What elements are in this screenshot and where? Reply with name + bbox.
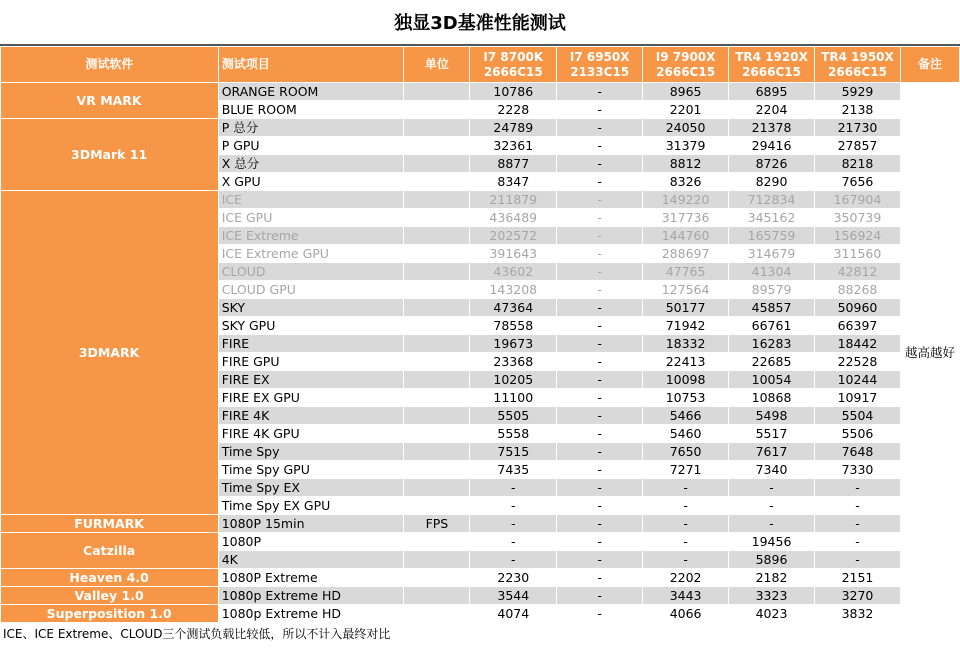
score-cell: 2202 (643, 569, 729, 587)
note-cell: 越高越好 (900, 83, 959, 623)
score-cell: - (557, 335, 643, 353)
header-item: 测试项目 (218, 47, 404, 83)
score-cell: 10786 (470, 83, 557, 101)
unit-cell (404, 83, 470, 101)
score-cell: 8347 (470, 173, 557, 191)
header-note: 备注 (900, 47, 959, 83)
score-cell: 391643 (470, 245, 557, 263)
score-cell: 311560 (815, 245, 901, 263)
test-item: FIRE 4K GPU (218, 425, 404, 443)
test-item: P 总分 (218, 119, 404, 137)
score-cell: - (557, 209, 643, 227)
score-cell: 71942 (643, 317, 729, 335)
score-cell: 18332 (643, 335, 729, 353)
score-cell: - (470, 515, 557, 533)
group-label: Valley 1.0 (1, 587, 219, 605)
unit-cell (404, 569, 470, 587)
test-item: FIRE (218, 335, 404, 353)
unit-cell (404, 191, 470, 209)
unit-cell (404, 389, 470, 407)
footnote: ICE、ICE Extreme、CLOUD三个测试负载比较低，所以不计入最终对比 (3, 627, 391, 641)
group-label: FURMARK (1, 515, 219, 533)
score-cell: 7435 (470, 461, 557, 479)
group-label: VR MARK (1, 83, 219, 119)
group-label: 3DMark 11 (1, 119, 219, 191)
score-cell: - (557, 263, 643, 281)
score-cell: 5460 (643, 425, 729, 443)
header-col-line2: 2133C15 (570, 64, 630, 79)
score-cell: 7271 (643, 461, 729, 479)
unit-cell (404, 587, 470, 605)
score-cell: 10917 (815, 389, 901, 407)
score-cell: 143208 (470, 281, 557, 299)
score-cell: 7648 (815, 443, 901, 461)
score-cell: 19456 (729, 533, 815, 551)
score-cell: 50960 (815, 299, 901, 317)
score-cell: 7650 (643, 443, 729, 461)
test-item: ORANGE ROOM (218, 83, 404, 101)
score-cell: 167904 (815, 191, 901, 209)
score-cell: - (557, 191, 643, 209)
unit-cell (404, 371, 470, 389)
score-cell: 10098 (643, 371, 729, 389)
score-cell: 22413 (643, 353, 729, 371)
score-cell: - (470, 533, 557, 551)
unit-cell (404, 101, 470, 119)
test-item: Time Spy EX GPU (218, 497, 404, 515)
score-cell: 22528 (815, 353, 901, 371)
unit-cell (404, 353, 470, 371)
header-col-line1: TR4 1920X (735, 49, 808, 64)
score-cell: - (470, 479, 557, 497)
score-cell: - (557, 407, 643, 425)
score-cell: 7515 (470, 443, 557, 461)
score-cell: - (643, 533, 729, 551)
score-cell: 2228 (470, 101, 557, 119)
benchmark-table (0, 46, 960, 623)
score-cell: 5505 (470, 407, 557, 425)
score-cell: 11100 (470, 389, 557, 407)
score-cell: - (557, 371, 643, 389)
score-cell: 8326 (643, 173, 729, 191)
score-cell: 7330 (815, 461, 901, 479)
test-item: SKY (218, 299, 404, 317)
test-item: 4K (218, 551, 404, 569)
score-cell: - (557, 587, 643, 605)
test-item: SKY GPU (218, 317, 404, 335)
score-cell: - (557, 533, 643, 551)
score-cell: - (815, 497, 901, 515)
header-unit: 单位 (404, 47, 470, 83)
score-cell: 41304 (729, 263, 815, 281)
unit-cell (404, 479, 470, 497)
score-cell: 42812 (815, 263, 901, 281)
score-cell: - (557, 551, 643, 569)
unit-cell (404, 245, 470, 263)
score-cell: - (557, 515, 643, 533)
test-item: ICE Extreme GPU (218, 245, 404, 263)
score-cell: 350739 (815, 209, 901, 227)
table-row (1, 515, 960, 533)
score-cell: 24050 (643, 119, 729, 137)
unit-cell (404, 425, 470, 443)
score-cell: - (557, 119, 643, 137)
test-item: ICE GPU (218, 209, 404, 227)
score-cell: 89579 (729, 281, 815, 299)
score-cell: 211879 (470, 191, 557, 209)
score-cell: 2138 (815, 101, 901, 119)
test-item: 1080p Extreme HD (218, 605, 404, 623)
test-item: CLOUD (218, 263, 404, 281)
unit-cell (404, 317, 470, 335)
score-cell: - (643, 479, 729, 497)
score-cell: 27857 (815, 137, 901, 155)
header-col-3 (643, 47, 729, 83)
score-cell: 202572 (470, 227, 557, 245)
score-cell: - (557, 425, 643, 443)
score-cell: - (815, 533, 901, 551)
score-cell: 5558 (470, 425, 557, 443)
group-label: Catzilla (1, 533, 219, 569)
score-cell: 288697 (643, 245, 729, 263)
header-col-5 (815, 47, 901, 83)
score-cell: 2182 (729, 569, 815, 587)
score-cell: 4074 (470, 605, 557, 623)
score-cell: - (557, 569, 643, 587)
score-cell: 31379 (643, 137, 729, 155)
header-col-line2: 2666C15 (656, 64, 716, 79)
score-cell: - (729, 497, 815, 515)
score-cell: - (557, 245, 643, 263)
score-cell: 7656 (815, 173, 901, 191)
score-cell: 144760 (643, 227, 729, 245)
unit-cell (404, 263, 470, 281)
score-cell: - (470, 551, 557, 569)
test-item: FIRE EX (218, 371, 404, 389)
score-cell: 2230 (470, 569, 557, 587)
score-cell: 2204 (729, 101, 815, 119)
test-item: 1080p Extreme HD (218, 587, 404, 605)
score-cell: 78558 (470, 317, 557, 335)
group-label: 3DMARK (1, 191, 219, 515)
score-cell: - (557, 281, 643, 299)
test-item: 1080P Extreme (218, 569, 404, 587)
header-col-2 (557, 47, 643, 83)
score-cell: 165759 (729, 227, 815, 245)
score-cell: 19673 (470, 335, 557, 353)
header-software: 测试软件 (1, 47, 219, 83)
score-cell: 10205 (470, 371, 557, 389)
score-cell: 8877 (470, 155, 557, 173)
score-cell: 66397 (815, 317, 901, 335)
score-cell: 47364 (470, 299, 557, 317)
group-label: Heaven 4.0 (1, 569, 219, 587)
score-cell: 16283 (729, 335, 815, 353)
score-cell: 3270 (815, 587, 901, 605)
score-cell: 8965 (643, 83, 729, 101)
score-cell: 18442 (815, 335, 901, 353)
score-cell: - (815, 515, 901, 533)
score-cell: 5517 (729, 425, 815, 443)
score-cell: 127564 (643, 281, 729, 299)
test-item: BLUE ROOM (218, 101, 404, 119)
score-cell: 3443 (643, 587, 729, 605)
score-cell: - (557, 101, 643, 119)
score-cell: 317736 (643, 209, 729, 227)
score-cell: 50177 (643, 299, 729, 317)
score-cell: 10244 (815, 371, 901, 389)
score-cell: - (557, 299, 643, 317)
unit-cell (404, 173, 470, 191)
score-cell: - (557, 227, 643, 245)
score-cell: 21378 (729, 119, 815, 137)
unit-cell (404, 335, 470, 353)
unit-cell (404, 137, 470, 155)
score-cell: 3323 (729, 587, 815, 605)
score-cell: - (470, 497, 557, 515)
unit-cell: FPS (404, 515, 470, 533)
table-row (1, 569, 960, 587)
test-item: ICE (218, 191, 404, 209)
table-row (1, 191, 960, 209)
score-cell: 7340 (729, 461, 815, 479)
score-cell: - (557, 389, 643, 407)
unit-cell (404, 209, 470, 227)
score-cell: 7617 (729, 443, 815, 461)
test-item: Time Spy EX (218, 479, 404, 497)
score-cell: - (557, 443, 643, 461)
unit-cell (404, 299, 470, 317)
header-col-line2: 2666C15 (483, 64, 543, 79)
test-item: ICE Extreme (218, 227, 404, 245)
score-cell: 24789 (470, 119, 557, 137)
score-cell: - (815, 551, 901, 569)
score-cell: 22685 (729, 353, 815, 371)
unit-cell (404, 497, 470, 515)
score-cell: 32361 (470, 137, 557, 155)
score-cell: 21730 (815, 119, 901, 137)
score-cell: 5506 (815, 425, 901, 443)
score-cell: 66761 (729, 317, 815, 335)
score-cell: 345162 (729, 209, 815, 227)
test-item: 1080P 15min (218, 515, 404, 533)
score-cell: - (557, 461, 643, 479)
header-row (1, 47, 960, 83)
score-cell: 8812 (643, 155, 729, 173)
score-cell: 2151 (815, 569, 901, 587)
unit-cell (404, 119, 470, 137)
table-row (1, 533, 960, 551)
score-cell: - (557, 83, 643, 101)
test-item: FIRE GPU (218, 353, 404, 371)
score-cell: 156924 (815, 227, 901, 245)
test-item: 1080P (218, 533, 404, 551)
test-item: P GPU (218, 137, 404, 155)
table-row (1, 119, 960, 137)
score-cell: 8290 (729, 173, 815, 191)
score-cell: 8726 (729, 155, 815, 173)
score-cell: - (643, 515, 729, 533)
score-cell: 10054 (729, 371, 815, 389)
score-cell: - (557, 155, 643, 173)
score-cell: - (643, 497, 729, 515)
score-cell: - (557, 605, 643, 623)
header-col-line1: TR4 1950X (821, 49, 894, 64)
score-cell: - (729, 479, 815, 497)
score-cell: 712834 (729, 191, 815, 209)
table-row (1, 605, 960, 623)
score-cell: 45857 (729, 299, 815, 317)
score-cell: 5896 (729, 551, 815, 569)
test-item: CLOUD GPU (218, 281, 404, 299)
test-item: Time Spy (218, 443, 404, 461)
test-item: X GPU (218, 173, 404, 191)
score-cell: 149220 (643, 191, 729, 209)
score-cell: - (729, 515, 815, 533)
group-label: Superposition 1.0 (1, 605, 219, 623)
unit-cell (404, 155, 470, 173)
score-cell: - (815, 479, 901, 497)
header-col-1 (470, 47, 557, 83)
score-cell: 5929 (815, 83, 901, 101)
unit-cell (404, 605, 470, 623)
test-item: FIRE EX GPU (218, 389, 404, 407)
score-cell: 23368 (470, 353, 557, 371)
score-cell: 47765 (643, 263, 729, 281)
test-item: FIRE 4K (218, 407, 404, 425)
score-cell: 5504 (815, 407, 901, 425)
unit-cell (404, 227, 470, 245)
score-cell: 6895 (729, 83, 815, 101)
unit-cell (404, 281, 470, 299)
score-cell: - (557, 137, 643, 155)
header-col-line1: I7 6950X (569, 49, 630, 64)
score-cell: 10753 (643, 389, 729, 407)
header-col-line2: 2666C15 (742, 64, 801, 79)
unit-cell (404, 533, 470, 551)
score-cell: 5498 (729, 407, 815, 425)
score-cell: 4023 (729, 605, 815, 623)
unit-cell (404, 461, 470, 479)
page-title: 独显3D基准性能测试 (0, 0, 960, 46)
score-cell: - (557, 317, 643, 335)
score-cell: 5466 (643, 407, 729, 425)
header-col-line1: I7 8700K (483, 49, 544, 64)
test-item: Time Spy GPU (218, 461, 404, 479)
unit-cell (404, 551, 470, 569)
unit-cell (404, 443, 470, 461)
score-cell: 10868 (729, 389, 815, 407)
score-cell: 3544 (470, 587, 557, 605)
header-col-line2: 2666C15 (828, 64, 887, 79)
test-item: X 总分 (218, 155, 404, 173)
score-cell: 314679 (729, 245, 815, 263)
table-row (1, 83, 960, 101)
score-cell: 2201 (643, 101, 729, 119)
header-col-4 (729, 47, 815, 83)
score-cell: 88268 (815, 281, 901, 299)
score-cell: 4066 (643, 605, 729, 623)
header-col-line1: I9 7900X (655, 49, 716, 64)
score-cell: - (557, 479, 643, 497)
score-cell: - (557, 497, 643, 515)
score-cell: 43602 (470, 263, 557, 281)
score-cell: - (557, 353, 643, 371)
score-cell: - (643, 551, 729, 569)
table-row (1, 587, 960, 605)
score-cell: 29416 (729, 137, 815, 155)
score-cell: 436489 (470, 209, 557, 227)
table-body (1, 83, 960, 623)
unit-cell (404, 407, 470, 425)
score-cell: 3832 (815, 605, 901, 623)
score-cell: - (557, 173, 643, 191)
score-cell: 8218 (815, 155, 901, 173)
